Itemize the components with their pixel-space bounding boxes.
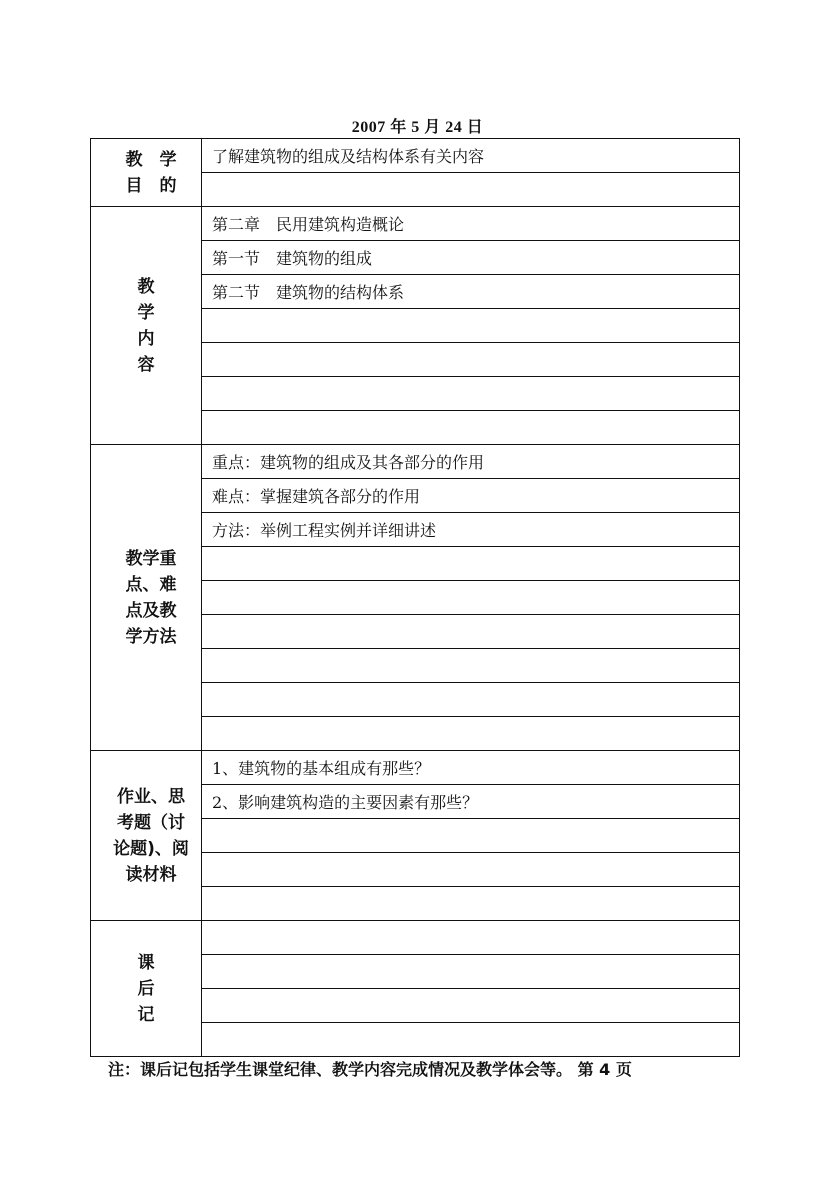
post-class-notes-label: [91, 921, 202, 1057]
teaching-content-line: 第二章 民用建筑构造概论: [202, 207, 740, 241]
homework-questions-label: [91, 751, 202, 921]
key-points-methods-line: 重点：建筑物的组成及其各部分的作用: [202, 445, 740, 479]
label-line: 教学重: [125, 548, 177, 569]
label-line: 记: [137, 1004, 155, 1025]
teaching-goal-line: 了解建筑物的组成及结构体系有关内容: [202, 139, 740, 173]
post-class-notes-line: [202, 1023, 740, 1057]
homework-questions-line: [202, 819, 740, 853]
teaching-content-line: [202, 343, 740, 377]
teaching-content-line: 第一节 建筑物的组成: [202, 241, 740, 275]
key-points-methods-line: 难点：掌握建筑各部分的作用: [202, 479, 740, 513]
homework-questions-line: 2、影响建筑构造的主要因素有那些？: [202, 785, 740, 819]
label-line: 论题)、阅: [113, 838, 189, 859]
post-class-notes-row: [91, 921, 740, 955]
label-line: 学方法: [125, 626, 177, 647]
label-line: 后: [137, 978, 155, 999]
teaching-content-label: [91, 207, 202, 445]
teaching-content-line: 第二节 建筑物的结构体系: [202, 275, 740, 309]
teaching-content-line: [202, 411, 740, 445]
footer-note: 注：课后记包括学生课堂纪律、教学内容完成情况及教学体会等。 第 4 页: [108, 1060, 632, 1079]
key-points-methods-label: [91, 445, 202, 751]
homework-questions-line: 1、建筑物的基本组成有那些？: [202, 751, 740, 785]
homework-questions-line: [202, 853, 740, 887]
label-line: 目 的: [125, 175, 177, 196]
lesson-plan-table: [90, 138, 740, 1057]
homework-questions-line: [202, 887, 740, 921]
key-points-methods-line: [202, 649, 740, 683]
teaching-goal-line: [202, 173, 740, 207]
label-line: 教 学: [125, 149, 177, 170]
label-line: 学: [137, 302, 155, 323]
key-points-methods-line: [202, 683, 740, 717]
key-points-methods-line: 方法：举例工程实例并详细讲述: [202, 513, 740, 547]
label-line: 点及教: [125, 600, 177, 621]
label-line: 容: [137, 354, 155, 375]
date-heading: 2007 年 5 月 24 日: [351, 119, 484, 136]
teaching-content-row: [91, 207, 740, 241]
key-points-methods-line: [202, 717, 740, 751]
label-line: 课: [137, 952, 155, 973]
label-line: 教: [137, 276, 155, 297]
label-line: 作业、思: [117, 786, 185, 807]
label-line: 考题（讨: [117, 812, 185, 833]
key-points-methods-line: [202, 615, 740, 649]
teaching-content-line: [202, 309, 740, 343]
label-line: 读材料: [125, 864, 177, 885]
label-line: 内: [137, 328, 155, 349]
key-points-methods-line: [202, 547, 740, 581]
key-points-methods-line: [202, 581, 740, 615]
teaching-content-line: [202, 377, 740, 411]
label-line: 点、难: [125, 574, 177, 595]
homework-questions-row: [91, 751, 740, 785]
teaching-goal-label: [91, 139, 202, 207]
post-class-notes-line: [202, 989, 740, 1023]
teaching-goal-row: [91, 139, 740, 173]
key-points-methods-row: [91, 445, 740, 479]
post-class-notes-line: [202, 921, 740, 955]
post-class-notes-line: [202, 955, 740, 989]
